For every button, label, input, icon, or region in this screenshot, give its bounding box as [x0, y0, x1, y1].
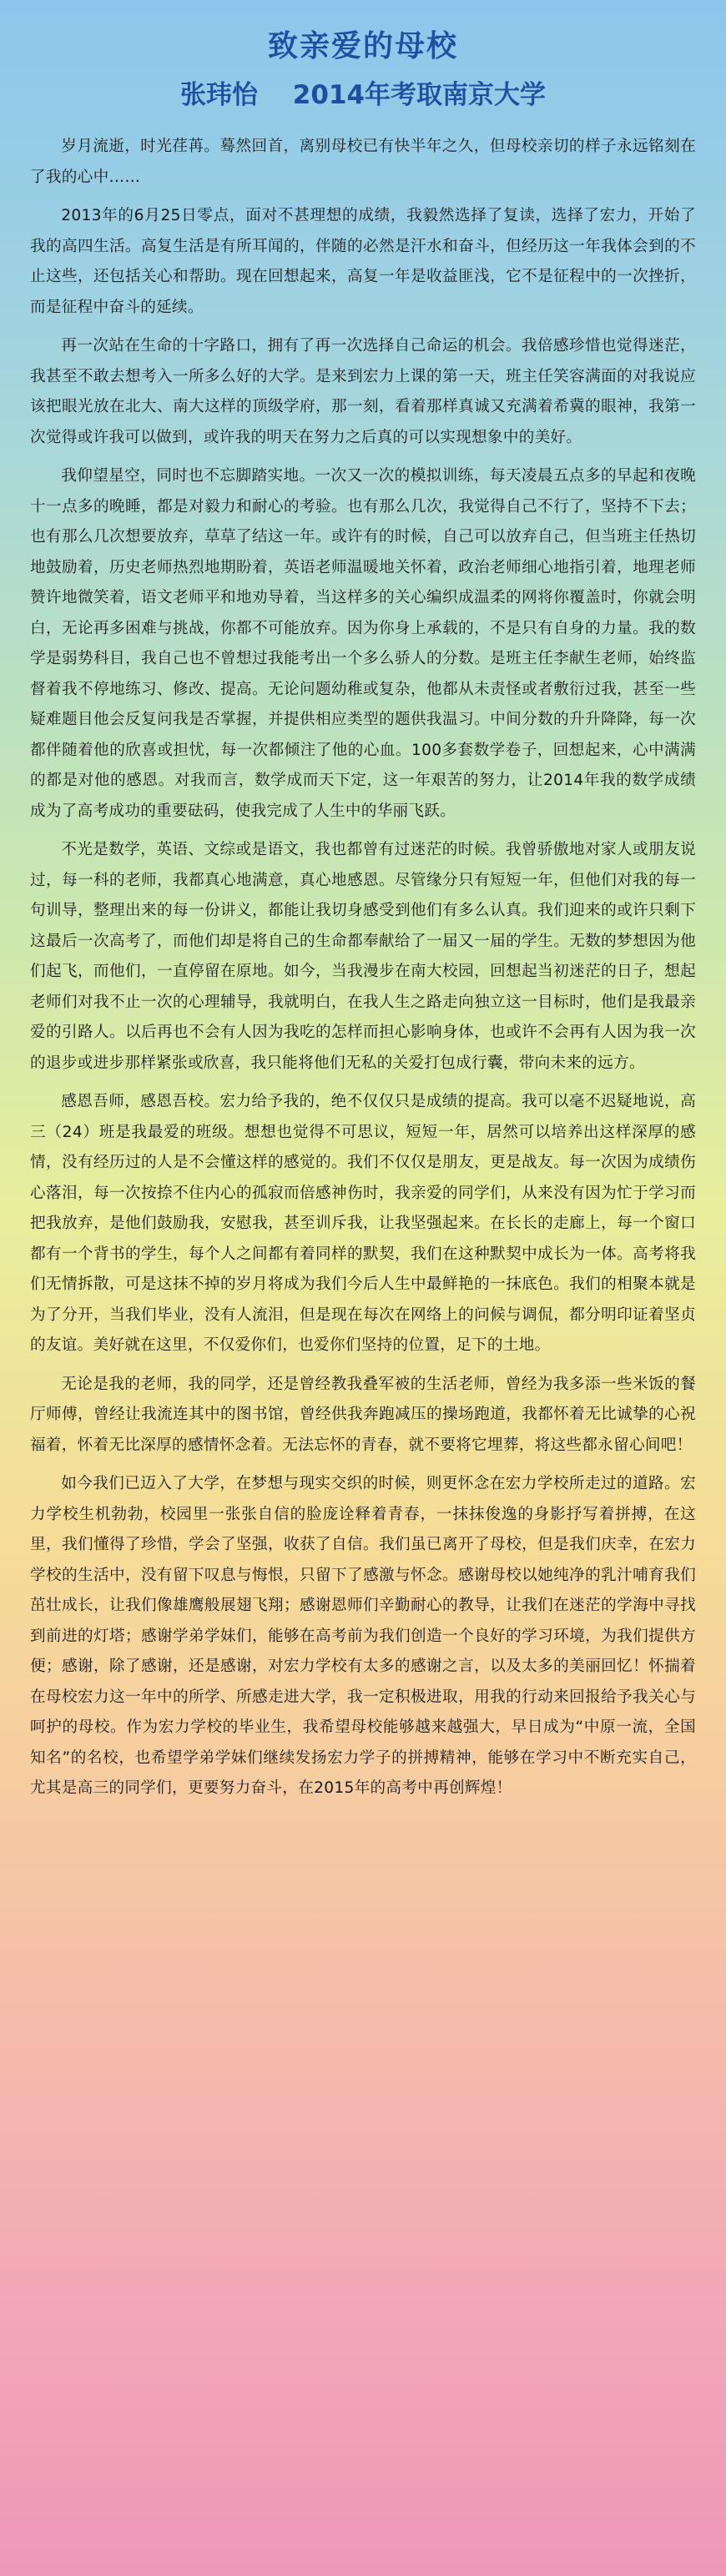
- paragraph-8: 如今我们已迈入了大学，在梦想与现实交织的时候，则更怀念在宏力学校所走过的道路。宏力学校生机勃勃，校园里一张张自信的脸庞诠释着青春，一抹抹俊逸的身影抒写着拼搏，在这里，我们懂得了珍惜，学会了坚强，收获了自信。我们虽已离开了母校，但是我们庆幸，在宏力学校的生活中，没有留下叹息与悔恨，只留下了感激与怀念。感谢母校以她纯净的乳汁哺育我们茁壮成长，让我们像雄鹰般展翅飞翔；感谢恩师们辛勤耐心的教导，让我们在迷茫的学海中寻找到前进的灯塔；感谢学弟学妹们，能够在高考前为我们创造一个良好的学习环境，为我们提供方便；感谢，除了感谢，还是感谢，对宏力学校有太多的感谢之言，以及太多的美丽回忆！怀揣着在母校宏力这一年中的所学、所感走进大学，我一定积极进取，用我的行动来回报给予我关心与呵护的母校。作为宏力学校的毕业生，我希望母校能够越来越强大，早日成为“中原一流，全国知名”的名校，也希望学弟学妹们继续发扬宏力学子的拼搏精神，能够在学习中不断充实自己，尤其是高三的同学们，更要努力奋斗，在2015年的高考中再创辉煌！: [30, 1475, 696, 1797]
- paragraph-6: 感恩吾师，感恩吾校。宏力给予我的，绝不仅仅只是成绩的提高。我可以毫不迟疑地说，高三（24）班是我最爱的班级。想想也觉得不可思议，短短一年，居然可以培养出这样深厚的感情，没有经历过的人是不会懂这样的感觉的。我们不仅仅是朋友，更是战友。每一次因为成绩伤心落泪，每一次按捺不住内心的孤寂而倍感神伤时，我亲爱的同学们，从来没有因为忙于学习而把我放弃，是他们鼓励我，安慰我，甚至训斥我，让我坚强起来。在长长的走廊上，每一个窗口都有一个背书的学生，每个人之间都有着同样的默契，我们在这种默契中成长为一体。高考将我们无情拆散，可是这抹不掉的岁月将成为我们今后人生中最鲜艳的一抹底色。我们的相聚本就是为了分开，当我们毕业，没有人流泪，但是现在每次在网络上的问候与调侃，都分明印证着坚贞的友谊。美好就在这里，不仅爱你们，也爱你们坚持的位置，足下的土地。: [30, 1093, 696, 1354]
- paragraph-7: 无论是我的老师，我的同学，还是曾经教我叠军被的生活老师，曾经为我多添一些米饭的餐厅师傅，曾经让我流连其中的图书馆，曾经供我奔跑减压的操场跑道，我都怀着无比诚挚的心祝福着，怀着无比深厚的感情怀念着。无法忘怀的青春，就不要将它埋葬，将这些都永留心间吧！: [30, 1375, 696, 1454]
- paragraph-5: 不光是数学，英语、文综或是语文，我也都曾有过迷茫的时候。我曾骄傲地对家人或朋友说过，每一科的老师，我都真心地满意，真心地感恩。尽管缘分只有短短一年，但他们对我的每一句训导，整理出来的每一份讲义，都能让我切身感受到他们有多么认真。我们迎来的或许只剩下这最后一次高考了，而他们却是将自己的生命都奉献给了一届又一届的学生。无数的梦想因为他们起飞，而他们，一直停留在原地。如今，当我漫步在南大校园，回想起当初迷茫的日子，想起老师们对我不止一次的心理辅导，我就明白，在我人生之路走向独立这一目标时，他们是我最亲爱的引路人。以后再也不会有人因为我吃的怎样而担心影响身体，也或许不会再有人因为我一次的退步或进步那样紧张或欣喜，我只能将他们无私的关爱打包成行囊，带向未来的远方。: [30, 841, 696, 1072]
- paragraph-2: 2013年的6月25日零点，面对不甚理想的成绩，我毅然选择了复读，选择了宏力，开始了我的高四生活。高复生活是有所耳闻的，伴随的必然是汗水和奋斗，但经历这一年我体会到的不止这些，还包括关心和帮助。现在回想起来，高复一年是收益匪浅，它不是征程中的一次挫折，而是征程中奋斗的延续。: [30, 207, 696, 316]
- page-title: 致亲爱的母校: [267, 29, 458, 63]
- author-byline: 张玮怡 2014年考取南京大学: [179, 80, 547, 110]
- paragraph-1: 岁月流逝，时光荏苒。蓦然回首，离别母校已有快半年之久，但母校亲切的样子永远铭刻在了我的心中……: [30, 138, 696, 186]
- letter-body: [30, 132, 696, 1804]
- paragraph-4: 我仰望星空，同时也不忘脚踏实地。一次又一次的模拟训练，每天凌晨五点多的早起和夜晚十一点多的晚睡，都是对毅力和耐心的考验。也有那么几次，我觉得自己不行了，坚持不下去；也有那么几次想要放弃，草草了结这一年。或许有的时候，自己可以放弃自己，但当班主任热切地鼓励着，历史老师热烈地期盼着，英语老师温暖地关怀着，政治老师细心地指引着，地理老师赞许地微笑着，语文老师平和地劝导着，当这样多的关心编织成温柔的网将你覆盖时，你就会明白，无论再多困难与挑战，你都不可能放弃。因为你身上承载的，不是只有自身的力量。我的数学是弱势科目，我自己也不曾想过我能考出一个多么骄人的分数。是班主任李献生老师，始终监督着我不停地练习、修改、提高。无论问题幼稚或复杂，他都从未责怪或者敷衍过我，甚至一些疑难题目他会反复问我是否掌握，并提供相应类型的题供我温习。中间分数的升升降降，每一次都伴随着他的欣喜或担忧，每一次都倾注了他的心血。100多套数学卷子，回想起来，心中满满的都是对他的感恩。对我而言，数学成而天下定，这一年艰苦的努力，让2014年我的数学成绩成为了高考成功的重要砝码，使我完成了人生中的华丽飞跃。: [30, 467, 696, 820]
- paragraph-3: 再一次站在生命的十字路口，拥有了再一次选择自己命运的机会。我倍感珍惜也觉得迷茫，我甚至不敢去想考入一所多么好的大学。是来到宏力上课的第一天，班主任笑容满面的对我说应该把眼光放在北大、南大这样的顶级学府，那一刻，看着那样真诚又充满着希冀的眼神，我第一次觉得或许我可以做到，或许我的明天在努力之后真的可以实现想象中的美好。: [30, 337, 696, 446]
